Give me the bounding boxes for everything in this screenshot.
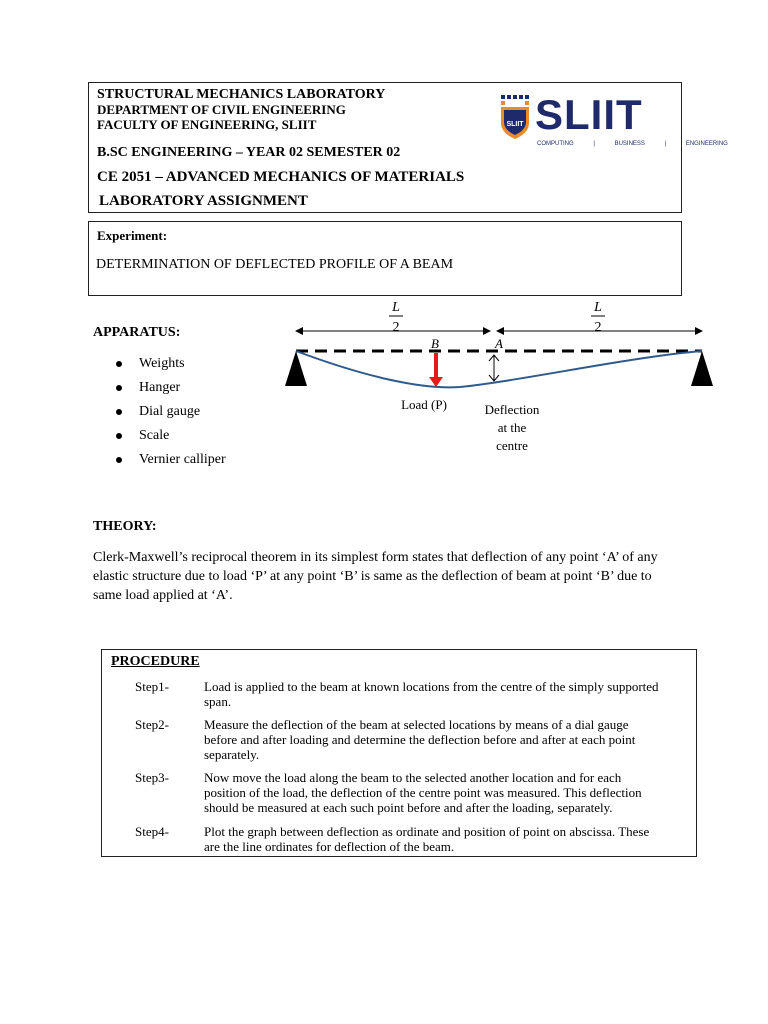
programme-title: B.SC ENGINEERING – YEAR 02 SEMESTER 02: [97, 145, 401, 160]
logo-tag-business: BUSINESS: [614, 141, 645, 147]
bullet: [116, 385, 122, 391]
apparatus-heading: APPARATUS:: [93, 325, 181, 340]
lab-title: STRUCTURAL MECHANICS LABORATORY: [97, 87, 386, 102]
load-label: Load (P): [401, 397, 447, 412]
apparatus-item: Scale: [139, 428, 170, 443]
bullet: [116, 409, 122, 415]
beam-diagram: [270, 295, 730, 465]
department-name: DEPARTMENT OF CIVIL ENGINEERING: [97, 102, 346, 117]
svg-text:SLIIT: SLIIT: [506, 121, 524, 128]
step-label: Step4-: [135, 824, 169, 839]
step-text: Plot the graph between deflection as ordinate and position of point on abscissa. These are the line ordinates for deflection of the beam.: [204, 824, 650, 854]
apparatus-item: Hanger: [139, 380, 181, 395]
procedure-box: [101, 649, 697, 857]
theory-line: elastic structure due to load ‘P’ at any point ‘B’ is same as the deflection of beam at point ‘B’ due to: [93, 569, 652, 584]
experiment-label: Experiment:: [97, 228, 168, 243]
theory-heading: THEORY:: [93, 519, 157, 534]
half-span-left-den: 2: [392, 320, 400, 335]
theory-line: Clerk-Maxwell’s reciprocal theorem in its simplest form states that deflection of any point ‘A’ of any: [93, 550, 658, 565]
half-span-left-num: L: [392, 300, 400, 315]
step-text: Load is applied to the beam at known locations from the centre of the simply supported span.: [204, 679, 659, 709]
bullet: [116, 457, 122, 463]
faculty-name: FACULTY OF ENGINEERING, SLIIT: [97, 117, 317, 132]
step-label: Step3-: [135, 770, 169, 785]
sliit-logo: [499, 91, 728, 153]
bullet: [116, 361, 122, 367]
experiment-title: DETERMINATION OF DEFLECTED PROFILE OF A BEAM: [96, 257, 454, 272]
step-text: Now move the load along the beam to the selected another location and for each position of the load, the deflection of the centre point was measured. This deflection should be measured at each such point before and after the loading, separately.: [204, 770, 642, 815]
deflected-beam: [296, 351, 702, 387]
apparatus-item: Weights: [139, 356, 185, 371]
half-span-right-num: L: [594, 300, 602, 315]
half-span-right-den: 2: [594, 320, 602, 335]
header-box: [88, 82, 728, 213]
deflection-label-line1: Deflection: [484, 402, 540, 417]
theory-line: same load applied at ‘A’.: [93, 588, 233, 603]
apparatus-item: Dial gauge: [139, 404, 201, 419]
left-support-icon: [285, 351, 307, 386]
apparatus-item: Vernier calliper: [139, 452, 226, 467]
deflection-label-line3: centre: [496, 438, 528, 453]
experiment-box: [88, 221, 682, 296]
point-b-label: B: [431, 336, 439, 351]
logo-tagline: COMPUTING | BUSINESS | ENGINEERING: [537, 141, 728, 147]
procedure-heading: PROCEDURE: [111, 654, 200, 669]
deflection-label-line2: at the: [497, 420, 527, 435]
step-text: Measure the deflection of the beam at selected locations by means of a dial gauge before and after loading and determine the deflection before and after at each point separately.: [204, 717, 636, 762]
logo-wordmark: SLIIT: [535, 91, 643, 138]
course-title: CE 2051 – ADVANCED MECHANICS OF MATERIALS: [97, 169, 465, 185]
right-support-icon: [691, 351, 713, 386]
assignment-title: LABORATORY ASSIGNMENT: [99, 193, 308, 209]
step-label: Step2-: [135, 717, 169, 732]
logo-tag-engineering: ENGINEERING: [685, 141, 728, 147]
step-label: Step1-: [135, 679, 169, 694]
logo-tag-computing: COMPUTING: [537, 141, 574, 147]
bullet: [116, 433, 122, 439]
point-a-label: A: [495, 336, 503, 351]
load-arrow-icon: [429, 377, 443, 387]
theory-paragraph: [93, 548, 683, 605]
